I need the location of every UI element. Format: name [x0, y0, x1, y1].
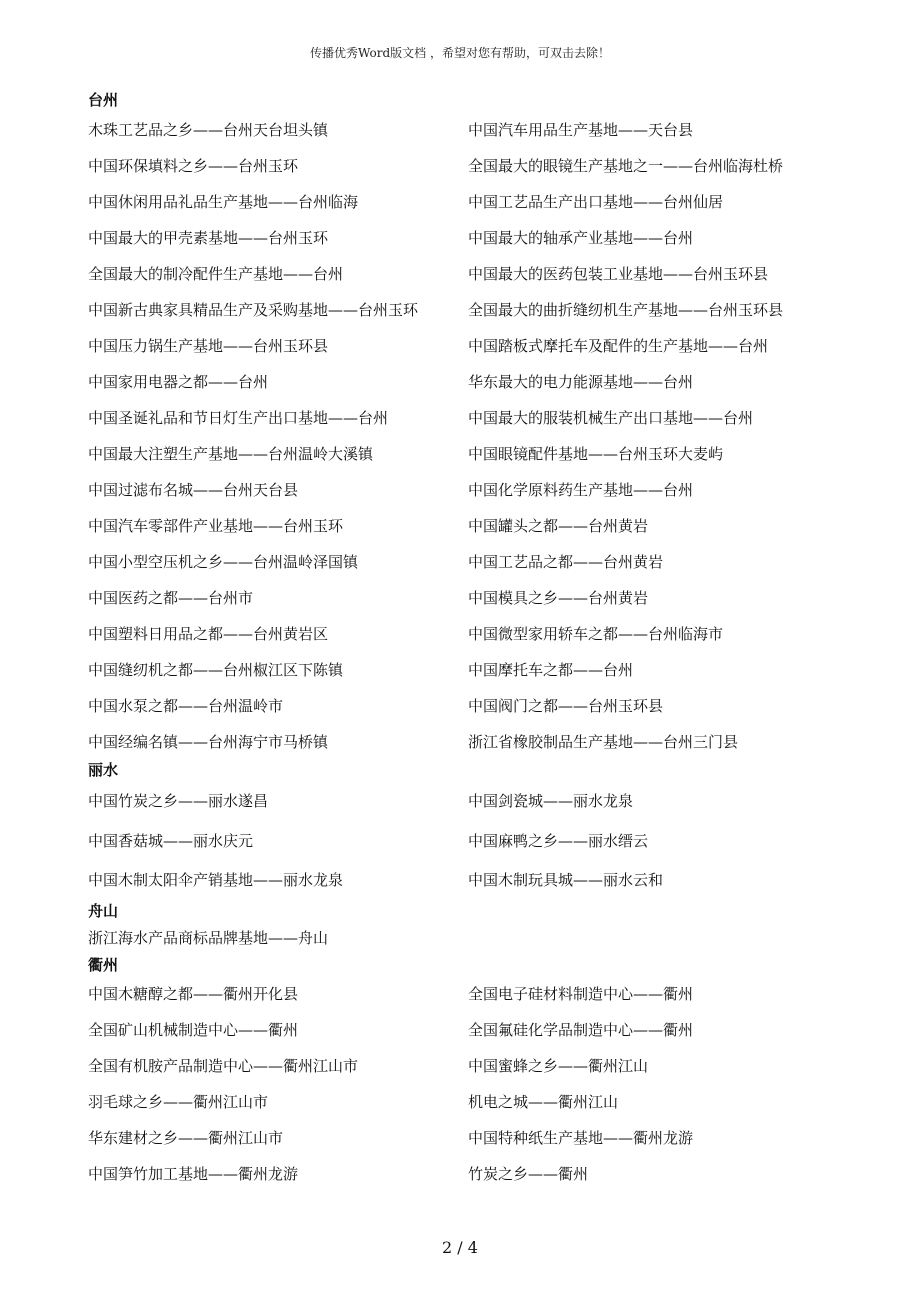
list-row	[88, 860, 848, 900]
list-row	[88, 1084, 848, 1120]
section-title: 衢州	[88, 955, 119, 974]
list-item: 中国家用电器之都——台州	[88, 372, 269, 391]
list-item: 全国最大的曲折缝纫机生产基地——台州玉环县	[468, 300, 784, 319]
list-item: 中国工艺品之都——台州黄岩	[468, 552, 664, 571]
list-item: 中国笋竹加工基地——衢州龙游	[88, 1165, 299, 1183]
list-row	[88, 687, 848, 723]
list-item: 中国麻鸭之乡——丽水缙云	[468, 831, 649, 850]
list-item: 中国木糖醇之都——衢州开化县	[88, 985, 299, 1003]
list-row	[88, 507, 848, 543]
list-item: 中国蜜蜂之乡——衢州江山	[468, 1057, 649, 1075]
list-item: 中国经编名镇——台州海宁市马桥镇	[88, 732, 329, 751]
list-row	[88, 327, 848, 363]
list-item: 中国最大的轴承产业基地——台州	[468, 228, 694, 247]
list-row	[88, 579, 848, 615]
list-item: 浙江海水产品商标品牌基地——舟山	[88, 929, 329, 947]
list-row	[88, 543, 848, 579]
list-item: 全国最大的眼镜生产基地之一——台州临海杜桥	[468, 156, 784, 175]
list-row	[88, 821, 848, 861]
list-item: 全国有机胺产品制造中心——衢州江山市	[88, 1057, 359, 1075]
list-row	[88, 399, 848, 435]
list-item: 华东建材之乡——衢州江山市	[88, 1129, 284, 1147]
list-item: 中国小型空压机之乡——台州温岭泽国镇	[88, 552, 359, 571]
list-item: 中国新古典家具精品生产及采购基地——台州玉环	[88, 300, 419, 319]
list-item: 木珠工艺品之乡——台州天台坦头镇	[88, 120, 329, 139]
list-row	[88, 1120, 848, 1156]
section-lishui	[88, 759, 848, 900]
section-title: 舟山	[88, 901, 119, 920]
list-item: 中国摩托车之都——台州	[468, 660, 634, 679]
document-body	[88, 89, 848, 1192]
list-item: 中国过滤布名城——台州天台县	[88, 480, 299, 499]
list-item: 中国休闲用品礼品生产基地——台州临海	[88, 192, 359, 211]
list-item: 中国化学原料药生产基地——台州	[468, 480, 694, 499]
section-title: 丽水	[88, 761, 119, 779]
list-item: 中国塑料日用品之都——台州黄岩区	[88, 624, 329, 643]
list-item: 全国电子硅材料制造中心——衢州	[468, 985, 694, 1003]
list-row	[88, 922, 848, 954]
list-item: 中国最大的甲壳素基地——台州玉环	[88, 228, 329, 247]
list-item: 中国竹炭之乡——丽水遂昌	[88, 792, 269, 811]
list-row	[88, 111, 848, 147]
list-item: 全国矿山机械制造中心——衢州	[88, 1021, 299, 1039]
list-row	[88, 147, 848, 183]
list-item: 中国模具之乡——台州黄岩	[468, 588, 649, 607]
list-item: 中国特种纸生产基地——衢州龙游	[468, 1129, 694, 1147]
section-quzhou	[88, 954, 848, 1192]
list-item: 机电之城——衢州江山	[468, 1093, 619, 1111]
page-header-note: 传播优秀Word版文档 ，希望对您有帮助，可双击去除！	[310, 46, 610, 60]
list-item: 全国氟硅化学品制造中心——衢州	[468, 1021, 694, 1039]
list-item: 中国圣诞礼品和节日灯生产出口基地——台州	[88, 408, 389, 427]
list-row	[88, 615, 848, 651]
list-item: 中国水泵之都——台州温岭市	[88, 696, 284, 715]
page-number: 2 / 4	[442, 1238, 478, 1257]
list-row	[88, 1048, 848, 1084]
list-row	[88, 723, 848, 759]
list-row	[88, 363, 848, 399]
list-item: 竹炭之乡——衢州	[468, 1165, 589, 1183]
list-item: 中国缝纫机之都——台州椒江区下陈镇	[88, 660, 344, 679]
list-item: 中国工艺品生产出口基地——台州仙居	[468, 192, 724, 211]
list-item: 中国罐头之都——台州黄岩	[468, 516, 649, 535]
list-row	[88, 781, 848, 821]
list-item: 中国压力锅生产基地——台州玉环县	[88, 336, 329, 355]
list-item: 羽毛球之乡——衢州江山市	[88, 1093, 269, 1111]
section-title: 台州	[88, 91, 119, 109]
list-item: 中国阀门之都——台州玉环县	[468, 696, 664, 715]
list-row	[88, 255, 848, 291]
list-item: 中国微型家用轿车之都——台州临海市	[468, 624, 724, 643]
section-zhoushan	[88, 900, 848, 954]
list-item: 中国环保填料之乡——台州玉环	[88, 156, 299, 175]
list-row	[88, 976, 848, 1012]
list-row	[88, 1012, 848, 1048]
list-item: 中国木制玩具城——丽水云和	[468, 871, 664, 890]
list-row	[88, 435, 848, 471]
list-item: 全国最大的制冷配件生产基地——台州	[88, 264, 344, 283]
list-item: 中国汽车用品生产基地——天台县	[468, 120, 694, 139]
list-item: 中国香菇城——丽水庆元	[88, 831, 254, 850]
list-item: 中国汽车零部件产业基地——台州玉环	[88, 516, 344, 535]
list-item: 中国医药之都——台州市	[88, 588, 254, 607]
list-item: 中国最大注塑生产基地——台州温岭大溪镇	[88, 444, 374, 463]
list-row	[88, 219, 848, 255]
list-row	[88, 183, 848, 219]
list-item: 中国眼镜配件基地——台州玉环大麦屿	[468, 444, 724, 463]
list-row	[88, 291, 848, 327]
list-item: 中国踏板式摩托车及配件的生产基地——台州	[468, 336, 769, 355]
list-item: 中国剑瓷城——丽水龙泉	[468, 792, 634, 811]
list-item: 华东最大的电力能源基地——台州	[468, 372, 694, 391]
list-item: 浙江省橡胶制品生产基地——台州三门县	[468, 732, 739, 751]
list-item: 中国木制太阳伞产销基地——丽水龙泉	[88, 871, 344, 890]
list-item: 中国最大的服装机械生产出口基地——台州	[468, 408, 754, 427]
list-row	[88, 471, 848, 507]
list-row	[88, 1156, 848, 1192]
section-taizhou	[88, 89, 848, 759]
list-row	[88, 651, 848, 687]
list-item: 中国最大的医药包装工业基地——台州玉环县	[468, 264, 769, 283]
